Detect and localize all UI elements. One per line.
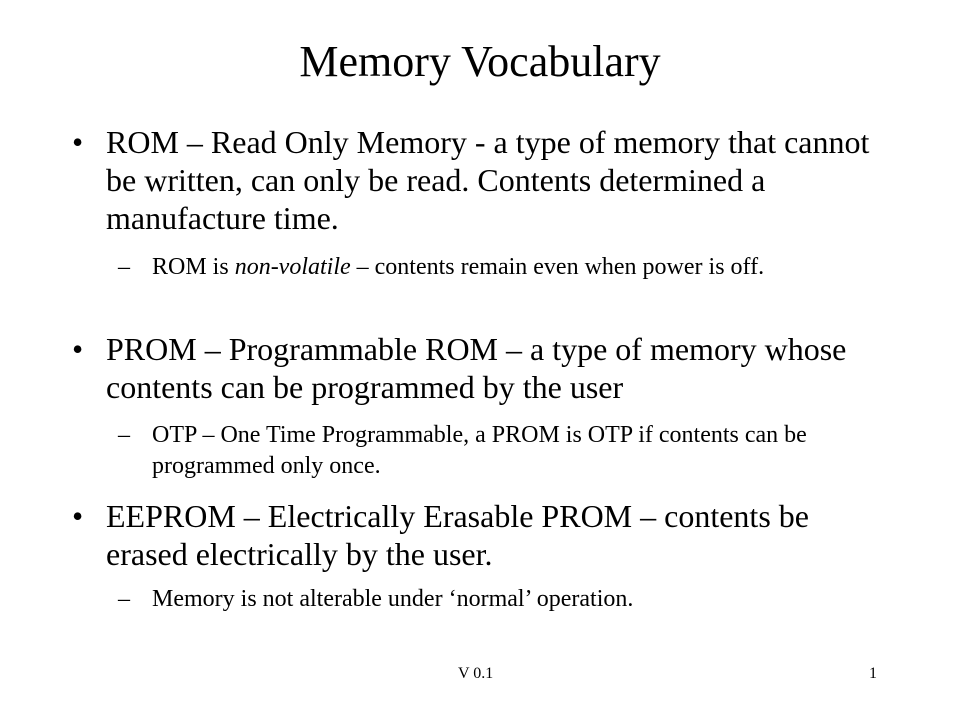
bullet-eeprom — [72, 497, 872, 573]
emphasis-term: non-volatile — [234, 254, 351, 280]
sub-bullet-text — [152, 252, 858, 283]
bullet-rom — [72, 123, 872, 237]
sub-bullet-otp — [118, 420, 858, 482]
bullet-text: PROM – Programmable ROM – a type of memory whose contents can be programmed by the user — [106, 331, 847, 405]
sub-bullet-text-start: ROM is — [152, 254, 235, 280]
sub-bullet-rom-volatility — [118, 252, 858, 283]
sub-bullet-text: OTP – One Time Programmable, a PROM is OTP if contents can be programmed only once. — [152, 422, 807, 479]
sub-bullet-marker: – — [118, 254, 130, 280]
sub-bullet-text: Memory is not alterable under ‘normal’ operation. — [152, 586, 634, 612]
bullet-marker: • — [72, 331, 84, 367]
slide-number: 1 — [869, 665, 877, 682]
bullet-prom — [72, 330, 872, 406]
slide-title: Memory Vocabulary — [299, 37, 661, 86]
sub-bullet-marker: – — [118, 422, 130, 448]
sub-bullet-text-end: – contents remain even when power is off. — [350, 254, 765, 280]
bullet-marker: • — [72, 124, 84, 160]
footer-version: V 0.1 — [458, 665, 494, 682]
bullet-text: EEPROM – Electrically Erasable PROM – contents be erased electrically by the user. — [106, 498, 809, 572]
sub-bullet-marker: – — [118, 586, 130, 612]
bullet-marker: • — [72, 498, 84, 534]
sub-bullet-eeprom-operation — [118, 584, 858, 615]
bullet-text: ROM – Read Only Memory - a type of memory that cannot be written, can only be read. Contents determined a manufacture time. — [106, 124, 870, 236]
